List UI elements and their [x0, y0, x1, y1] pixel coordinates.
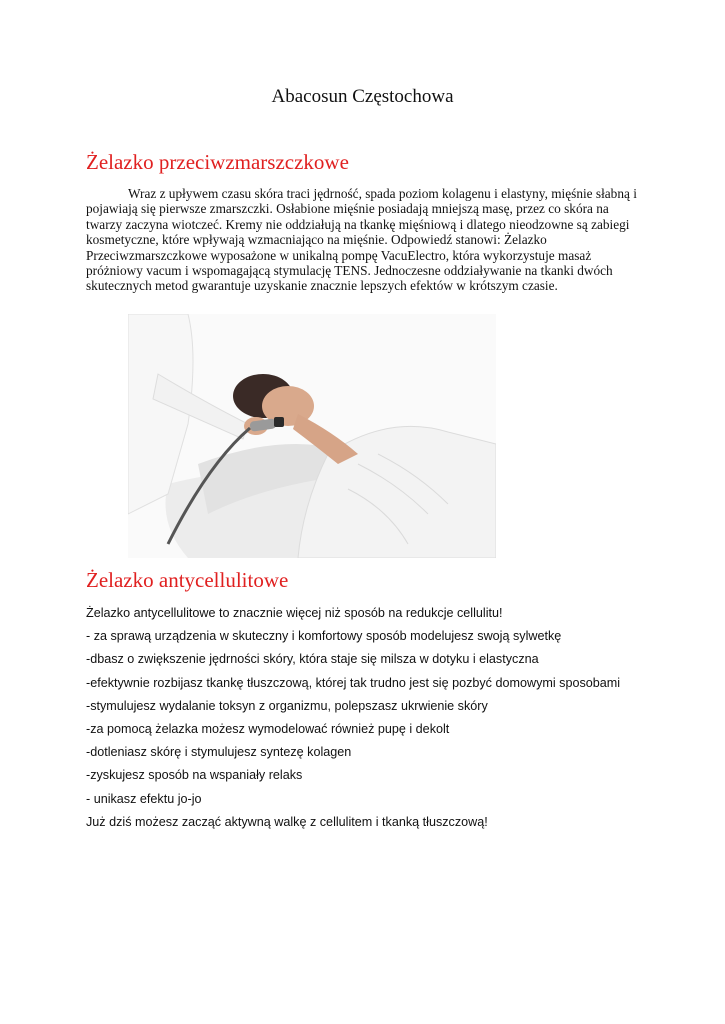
list-item: -dbasz o zwiększenie jędrności skóry, która staje się milsza w dotyku i elastyczna: [86, 652, 539, 667]
treatment-illustration: [128, 314, 496, 558]
list-item: Już dziś możesz zacząć aktywną walkę z cellulitem i tkanką tłuszczową!: [86, 814, 488, 829]
section-heading-anti-wrinkle: Żelazko przeciwzmarszczkowe: [86, 150, 349, 174]
document-title: Abacosun Częstochowa: [271, 86, 454, 107]
treatment-photo: [128, 314, 496, 558]
section-paragraph-anti-wrinkle: Wraz z upływem czasu skóra traci jędrność, spada poziom kolagenu i elastyny, mięśnie słabną i pojawiają się pierwsze zmarszczki. Osłabione mięśnie posiadają mniejszą masę, przez co skóra na twarzy zaczyna wiotczeć. Kremy nie oddziałują na tkankę mięśniową i dlatego nieodzowne są zabiegi kosmetyczne, które wpływają wzmacniająco na mięśnie. Odpowiedź stanowi: Żelazko Przeciwzmarszczkowe wyposażone w unikalną pompę VacuElectro, która wykorzystuje masaż próżniowy vacum i wspomagającą stymulację TENS. Jednoczesne oddziaływanie na tkanki dwóch skutecznych metod gwarantuje uzyskanie znacznie lepszych efektów w krótszym czasie.: [86, 186, 637, 294]
list-item: -stymulujesz wydalanie toksyn z organizmu, polepszasz ukrwienie skóry: [86, 698, 488, 713]
list-item: -dotleniasz skórę i stymulujesz syntezę kolagen: [86, 745, 352, 760]
list-item: Żelazko antycellulitowe to znacznie więcej niż sposób na redukcje cellulitu!: [86, 606, 503, 620]
list-item: -za pomocą żelazka możesz wymodelować również pupę i dekolt: [86, 721, 450, 736]
anti-cellulite-benefits-list: [86, 605, 686, 837]
list-item: - za sprawą urządzenia w skuteczny i komfortowy sposób modelujesz swoją sylwetkę: [86, 629, 562, 644]
list-item: -efektywnie rozbijasz tkankę tłuszczową, której tak trudno jest się pozbyć domowymi sposobami: [86, 675, 621, 690]
list-item: -zyskujesz sposób na wspaniały relaks: [86, 768, 303, 783]
list-item: - unikasz efektu jo-jo: [86, 791, 202, 806]
section-heading-anti-cellulite: Żelazko antycellulitowe: [86, 568, 289, 592]
